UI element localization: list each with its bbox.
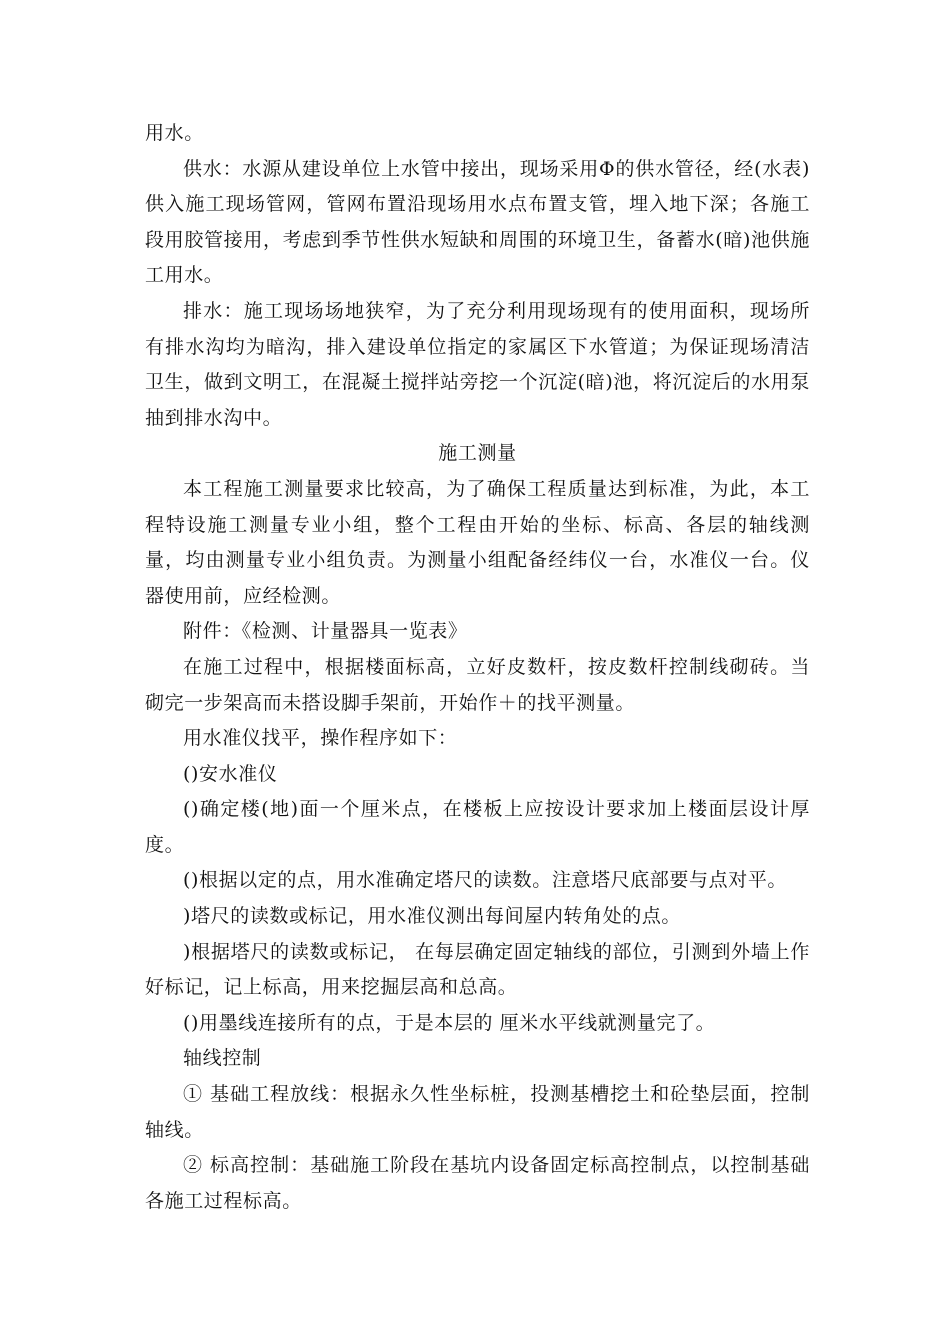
paragraph-water-supply: 供水：水源从建设单位上水管中接出，现场采用Φ的供水管径，经(水表)供入施工现场管网，管网布置沿现场用水点布置支管，埋入地下深；各施工段用胶管接用，考虑到季节性供水短缺和周围的环境卫生，备蓄水(暗)池供施工用水。 [145,157,810,287]
list-item-step-1: ()安水准仪 [183,762,278,785]
paragraph-construction-process: 在施工过程中，根据楼面标高，立好皮数杆，按皮数杆控制线砌砖。当砌完一步架高而未搭设脚手架前，开始作＋的找平测量。 [145,655,810,714]
paragraph-attachment: 附件：《检测、计量器具一览表》 [183,620,468,643]
subheading-axis-control: 轴线控制 [183,1047,262,1070]
list-item-step-4: )塔尺的读数或标记，用水准仪测出每间屋内转角处的点。 [183,905,682,928]
list-item-step-6: ()用墨线连接所有的点，于是本层的 厘米水平线就测量完了。 [183,1011,716,1034]
paragraph-leveling-intro: 用水准仪找平，操作程序如下： [183,727,458,750]
document-page [145,116,810,1219]
section-heading-survey: 施工测量 [438,442,517,465]
list-item-step-5: )根据塔尺的读数或标记， 在每层确定固定轴线的部位，引测到外墙上作好标记，记上标高，用来挖掘层高和总高。 [145,940,810,999]
paragraph-water-use-tail: 用水。 [145,122,204,144]
list-item-step-2: ()确定楼(地)面一个厘米点，在楼板上应按设计要求加上楼面层设计厚度。 [145,798,810,856]
paragraph-survey-requirements: 本工程施工测量要求比较高，为了确保工程质量达到标准，为此，本工程特设施工测量专业小组，整个工程由开始的坐标、标高、各层的轴线测量，均由测量专业小组负责。为测量小组配备经纬仪一台，水准仪一台。仪器使用前，应经检测。 [145,477,810,607]
paragraph-drainage: 排水：施工现场场地狭窄，为了充分利用现场现有的使用面积，现场所有排水沟均为暗沟，排入建设单位指定的家属区下水管道；为保证现场清洁卫生，做到文明工，在混凝土搅拌站旁挖一个沉淀(暗)池，将沉淀后的水用泵抽到排水沟中。 [145,299,810,429]
paragraph-elevation-control: ② 标高控制：基础施工阶段在基坑内设备固定标高控制点，以控制基础各施工过程标高。 [145,1154,810,1212]
list-item-step-3: ()根据以定的点，用水准确定塔尺的读数。注意塔尺底部要与点对平。 [183,869,788,892]
paragraph-foundation-layout: ① 基础工程放线：根据永久性坐标桩，投测基槽挖土和砼垫层面，控制轴线。 [145,1083,810,1141]
